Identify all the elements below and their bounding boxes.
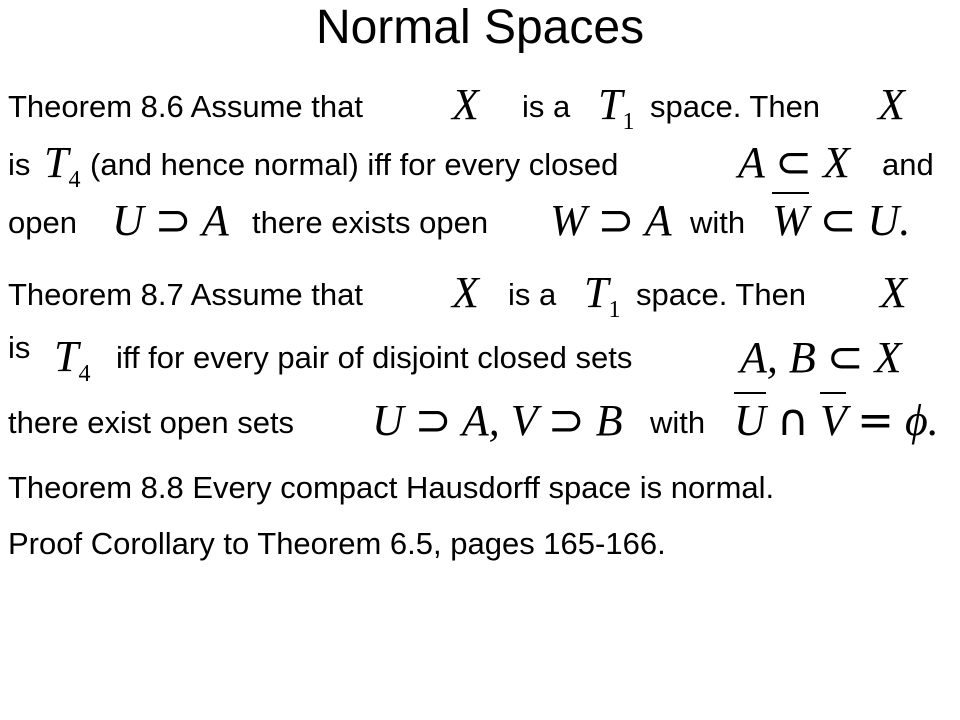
math-X: X bbox=[880, 268, 907, 317]
math-T1: $T_1$ bbox=[584, 268, 621, 323]
thm86-line3-text-a: open bbox=[8, 205, 77, 240]
thm87-line2-text-b: iff for every pair of disjoint closed sets bbox=[116, 340, 633, 375]
thm87-line3-text-b: with bbox=[650, 405, 706, 440]
thm87-line1-text-b: is a bbox=[508, 277, 557, 312]
thm87-line1-text-a: Theorem 8.7 Assume that bbox=[8, 277, 363, 312]
math-Wbar-subset-U: W ⊂ U. bbox=[772, 199, 910, 243]
proof-text: Proof Corollary to Theorem 6.5, pages 165-166. bbox=[8, 526, 666, 561]
thm87-line3-text-a: there exist open sets bbox=[8, 405, 295, 440]
thm87-line2-text-a: is bbox=[8, 330, 31, 365]
math-X: X bbox=[452, 80, 479, 129]
math-T4: $T_4$ bbox=[54, 332, 91, 387]
thm86-line1-text-a: Theorem 8.6 Assume that bbox=[8, 89, 363, 124]
thm86-line2-text-a: is bbox=[8, 147, 31, 182]
math-Ubar-cap-Vbar-eq-phi: U ∩ V = ϕ. bbox=[734, 399, 939, 443]
math-X: X bbox=[878, 80, 905, 129]
math-W-supset-A: W ⊃ A bbox=[550, 195, 672, 246]
thm86-line1-text-c: space. Then bbox=[650, 89, 821, 124]
thm86-line3-text-b: there exists open bbox=[252, 205, 489, 240]
math-A-subset-X: A ⊂ X bbox=[738, 137, 850, 188]
math-X: X bbox=[452, 268, 479, 317]
math-AB-subset-X: A, B ⊂ X bbox=[740, 332, 902, 383]
math-U-supset-A: U ⊃ A bbox=[112, 195, 229, 246]
thm88-text: Theorem 8.8 Every compact Hausdorff space is normal. bbox=[8, 470, 775, 505]
thm86-line2-text-c: and bbox=[882, 147, 934, 182]
math-U-supset-A-V-supset-B: U ⊃ A, V ⊃ B bbox=[372, 395, 623, 446]
slide-title: Normal Spaces bbox=[315, 1, 645, 54]
math-T4: $T_4$ bbox=[44, 138, 81, 193]
thm86-line2-text-b: (and hence normal) iff for every closed bbox=[90, 147, 619, 182]
math-T1: $T_1$ bbox=[598, 80, 635, 135]
thm86-line3-text-c: with bbox=[690, 205, 746, 240]
thm86-line1-text-b: is a bbox=[522, 89, 571, 124]
thm87-line1-text-c: space. Then bbox=[636, 277, 807, 312]
